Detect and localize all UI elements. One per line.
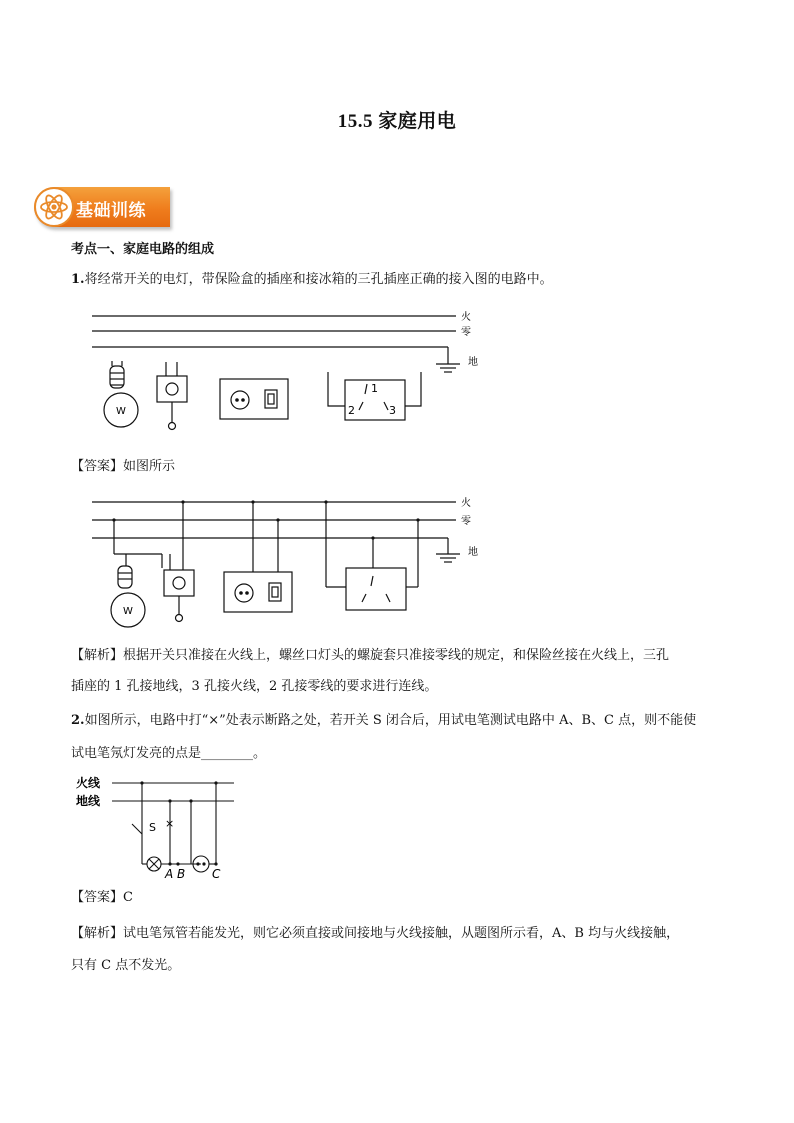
lamp-icon bbox=[104, 361, 138, 427]
section-heading: 考点一、家庭电路的组成 bbox=[71, 242, 215, 257]
point-b: B bbox=[177, 867, 186, 881]
break-mark: × bbox=[165, 817, 175, 830]
label-ground: 地 bbox=[468, 357, 478, 368]
analysis-tag: 【解析】 bbox=[71, 648, 124, 663]
point-a: A bbox=[165, 867, 174, 881]
analysis-1-line-2: 插座的 1 孔接地线，3 孔接火线，2 孔接零线的要求进行连线。 bbox=[71, 679, 438, 694]
point-c: C bbox=[212, 867, 221, 881]
answer-2 bbox=[71, 890, 133, 906]
analysis-text: 根据开关只准接在火线上，螺丝口灯头的螺旋套只准接零线的规定，和保险丝接在火线上，三孔 bbox=[123, 648, 670, 663]
circuit-diagram-question bbox=[88, 306, 488, 436]
label-neutral: 零 bbox=[461, 327, 471, 338]
answer-text: C bbox=[123, 890, 133, 905]
banner-label: 基础训练 bbox=[76, 201, 146, 221]
socket-icon bbox=[220, 379, 288, 419]
analysis-text: 试电笔氖管若能发光，则它必须直接或间接地与火线接触，从题图所示看，A、B 均与火线接触， bbox=[123, 926, 680, 941]
answer-tag: 【答案】 bbox=[71, 459, 124, 474]
question-2-line-1 bbox=[71, 713, 696, 729]
label-ground: 地 bbox=[468, 547, 478, 558]
answer-text: 如图所示 bbox=[123, 459, 176, 474]
analysis-2-line-1 bbox=[71, 926, 679, 942]
fuse-box-icon bbox=[157, 362, 187, 430]
section-banner bbox=[34, 187, 170, 227]
analysis-tag: 【解析】 bbox=[71, 926, 124, 941]
question-text: 将经常开关的电灯，带保险盒的插座和接冰箱的三孔插座正确的接入图的电路中。 bbox=[84, 272, 553, 287]
socket-pin-2: 2 bbox=[348, 404, 355, 417]
answer-1 bbox=[71, 459, 175, 475]
label-switch: S bbox=[149, 821, 156, 834]
question-number: 1. bbox=[71, 272, 85, 287]
question-1 bbox=[71, 272, 553, 288]
analysis-2-line-2: 只有 C 点不发光。 bbox=[71, 958, 181, 973]
label-neutral: 零 bbox=[461, 516, 471, 527]
label-ground-wire: 地线 bbox=[76, 794, 101, 808]
question-2-line-2: 试电笔氖灯发亮的点是________。 bbox=[71, 746, 267, 761]
atom-icon bbox=[34, 187, 74, 227]
label-live: 火 bbox=[461, 498, 471, 509]
circuit-diagram-question-2 bbox=[76, 774, 256, 884]
question-number: 2. bbox=[71, 713, 85, 728]
lamp-symbol: W bbox=[123, 606, 133, 617]
analysis-1-line-1 bbox=[71, 648, 669, 664]
lamp-symbol: W bbox=[116, 406, 126, 417]
answer-tag: 【答案】 bbox=[71, 890, 124, 905]
page-title: 15.5 家庭用电 bbox=[337, 111, 457, 132]
question-text: 如图所示，电路中打“×”处表示断路之处，若开关 S 闭合后，用试电笔测试电路中 A、B、C 点，则不能使 bbox=[84, 713, 697, 728]
socket-pin-1: 1 bbox=[371, 382, 378, 395]
label-live-wire: 火线 bbox=[76, 776, 101, 790]
socket-pin-3: 3 bbox=[389, 404, 396, 417]
circuit-diagram-answer bbox=[88, 492, 488, 628]
label-live: 火 bbox=[461, 312, 471, 323]
three-hole-socket-icon bbox=[328, 372, 421, 420]
